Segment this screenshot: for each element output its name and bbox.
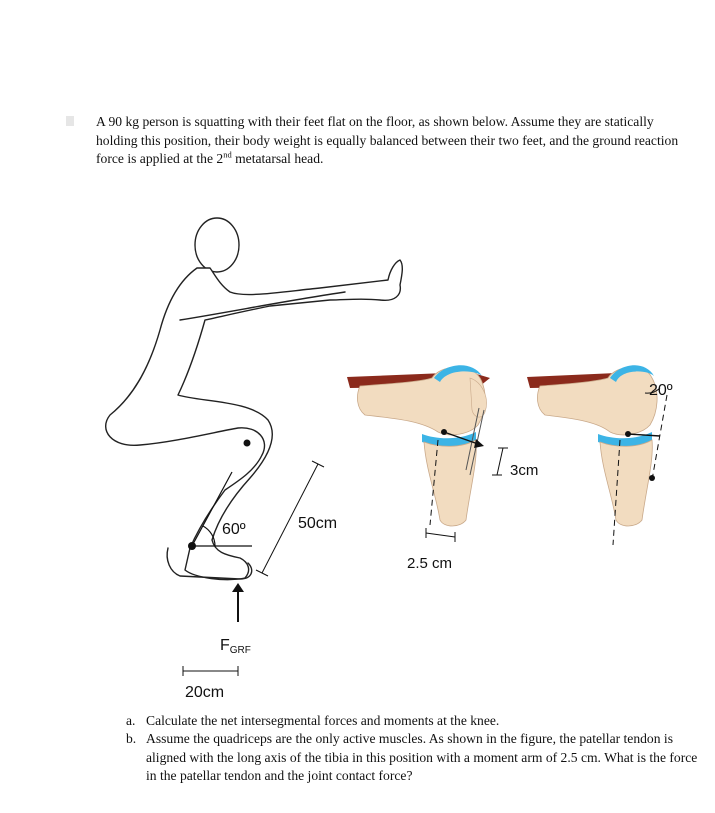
question-a-label: a. [126,713,136,728]
tibia-right [600,440,652,526]
angle-label: 60º [222,521,246,538]
foot-length-label: 20cm [185,684,225,701]
problem-text: A 90 kg person is squatting with their feet flat on the floor, as shown below. Assume they are statically holding this position, their body weight is equally balanced between their two feet, and the ground reaction force is applied at the 2 [96,114,679,166]
question-b [126,730,701,785]
tendon-offset-label: 3cm [510,462,539,479]
question-b-text: Assume the quadriceps are the only active muscles. As shown in the figure, the patellar tendon is aligned with the long axis of the tibia in this position with a moment arm of 2.5 cm. What is the force in the patellar tendon and the joint contact force? [146,731,698,783]
tibia-left [424,440,476,526]
question-a-text: Calculate the net intersegmental forces and moments at the knee. [146,713,500,728]
knee-point [244,440,251,447]
moment-arm-label: 2.5 cm [407,555,453,572]
problem-text-end: metatarsal head. [231,151,324,166]
grf-arrowhead [232,583,244,592]
joint-axis-right [628,434,660,436]
length-label: 50cm [298,515,338,532]
torso [106,260,403,580]
knee-model-right [527,365,673,545]
question-a [126,712,701,730]
question-b-label: b. [126,731,137,747]
grf-label: FGRF [220,637,251,656]
knee-model-left [347,365,538,572]
question-list [126,712,701,785]
head [195,218,239,272]
problem-superscript: nd [223,149,232,160]
tendon-angle-label: 20º [649,382,673,399]
